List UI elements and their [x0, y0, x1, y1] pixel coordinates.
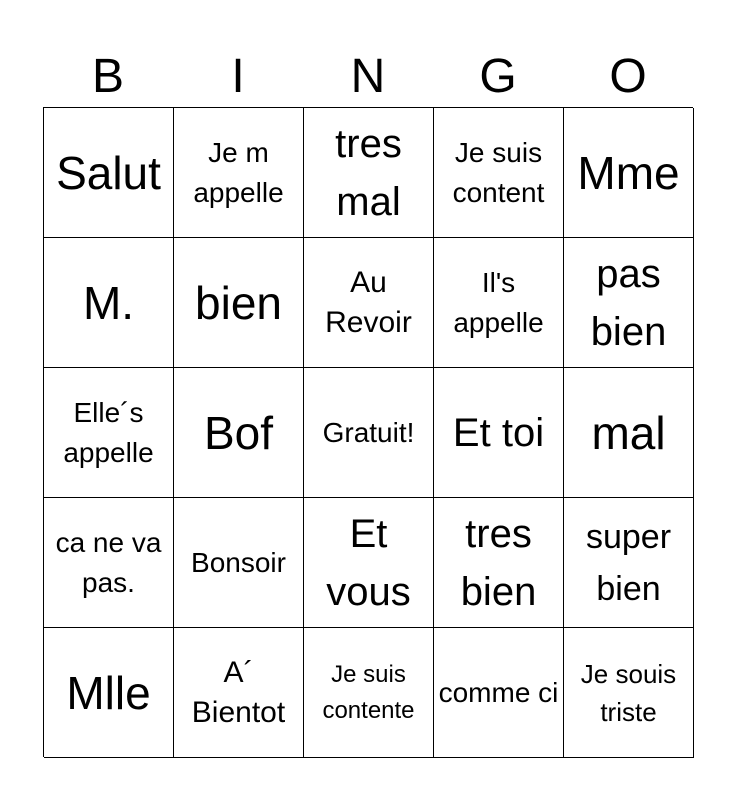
cell-text: bien [195, 276, 282, 329]
cell-text: Bof [203, 406, 274, 459]
bingo-cell[interactable] [304, 108, 434, 238]
cell-text: Et vous [326, 511, 411, 614]
bingo-cell[interactable] [44, 498, 174, 628]
cell-text: comme ci [438, 676, 559, 708]
cell-text: Je suis content [452, 136, 545, 208]
bingo-cell[interactable] [44, 628, 174, 758]
bingo-cell[interactable] [174, 368, 304, 498]
bingo-board [43, 107, 693, 757]
bingo-cell[interactable] [304, 498, 434, 628]
bingo-cell[interactable] [44, 368, 174, 498]
bingo-cell[interactable] [434, 498, 564, 628]
bingo-cell[interactable] [564, 108, 694, 238]
cell-text: Mlle [66, 666, 151, 719]
bingo-cell[interactable] [434, 628, 564, 758]
header-letter-n: N [350, 50, 386, 103]
cell-text: Elle´s appelle [63, 396, 154, 468]
cell-text: Je m appelle [193, 136, 284, 208]
bingo-cell[interactable] [174, 238, 304, 368]
cell-text: A´ Bientot [191, 655, 286, 729]
bingo-cell[interactable] [434, 368, 564, 498]
bingo-cell[interactable] [434, 108, 564, 238]
cell-text: Gratuit! [322, 416, 415, 448]
cell-text: Il's appelle [453, 266, 544, 338]
cell-text: mal [591, 406, 666, 459]
bingo-cell[interactable] [174, 108, 304, 238]
bingo-cell[interactable] [44, 108, 174, 238]
cell-text: Et toi [452, 410, 545, 455]
bingo-cell[interactable] [44, 238, 174, 368]
bingo-cell[interactable] [304, 238, 434, 368]
bingo-header [43, 48, 693, 106]
bingo-cell[interactable] [564, 238, 694, 368]
bingo-cell[interactable] [174, 498, 304, 628]
cell-text: Au Revoir [325, 265, 412, 339]
bingo-cell[interactable] [434, 238, 564, 368]
bingo-cell[interactable] [564, 628, 694, 758]
cell-text: super bien [585, 517, 672, 608]
cell-text: ca ne va pas. [55, 526, 162, 598]
bingo-cell[interactable] [564, 368, 694, 498]
cell-text: M. [82, 276, 135, 329]
cell-text: Je suis contente [322, 660, 415, 724]
header-letter-g: G [479, 50, 517, 103]
cell-text: Salut [56, 146, 161, 199]
cell-text: tres bien [460, 511, 537, 614]
cell-text: pas bien [590, 251, 667, 354]
cell-text: tres mal [335, 121, 402, 224]
bingo-cell[interactable] [304, 628, 434, 758]
header-letter-o: O [609, 50, 647, 103]
cell-text: Bonsoir [191, 546, 286, 578]
bingo-cell[interactable] [174, 628, 304, 758]
cell-text: Je souis triste [580, 658, 677, 727]
bingo-cell[interactable] [304, 368, 434, 498]
header-letter-b: B [91, 50, 124, 103]
cell-text: Mme [577, 146, 680, 199]
header-letter-i: I [231, 50, 245, 103]
bingo-cell[interactable] [564, 498, 694, 628]
